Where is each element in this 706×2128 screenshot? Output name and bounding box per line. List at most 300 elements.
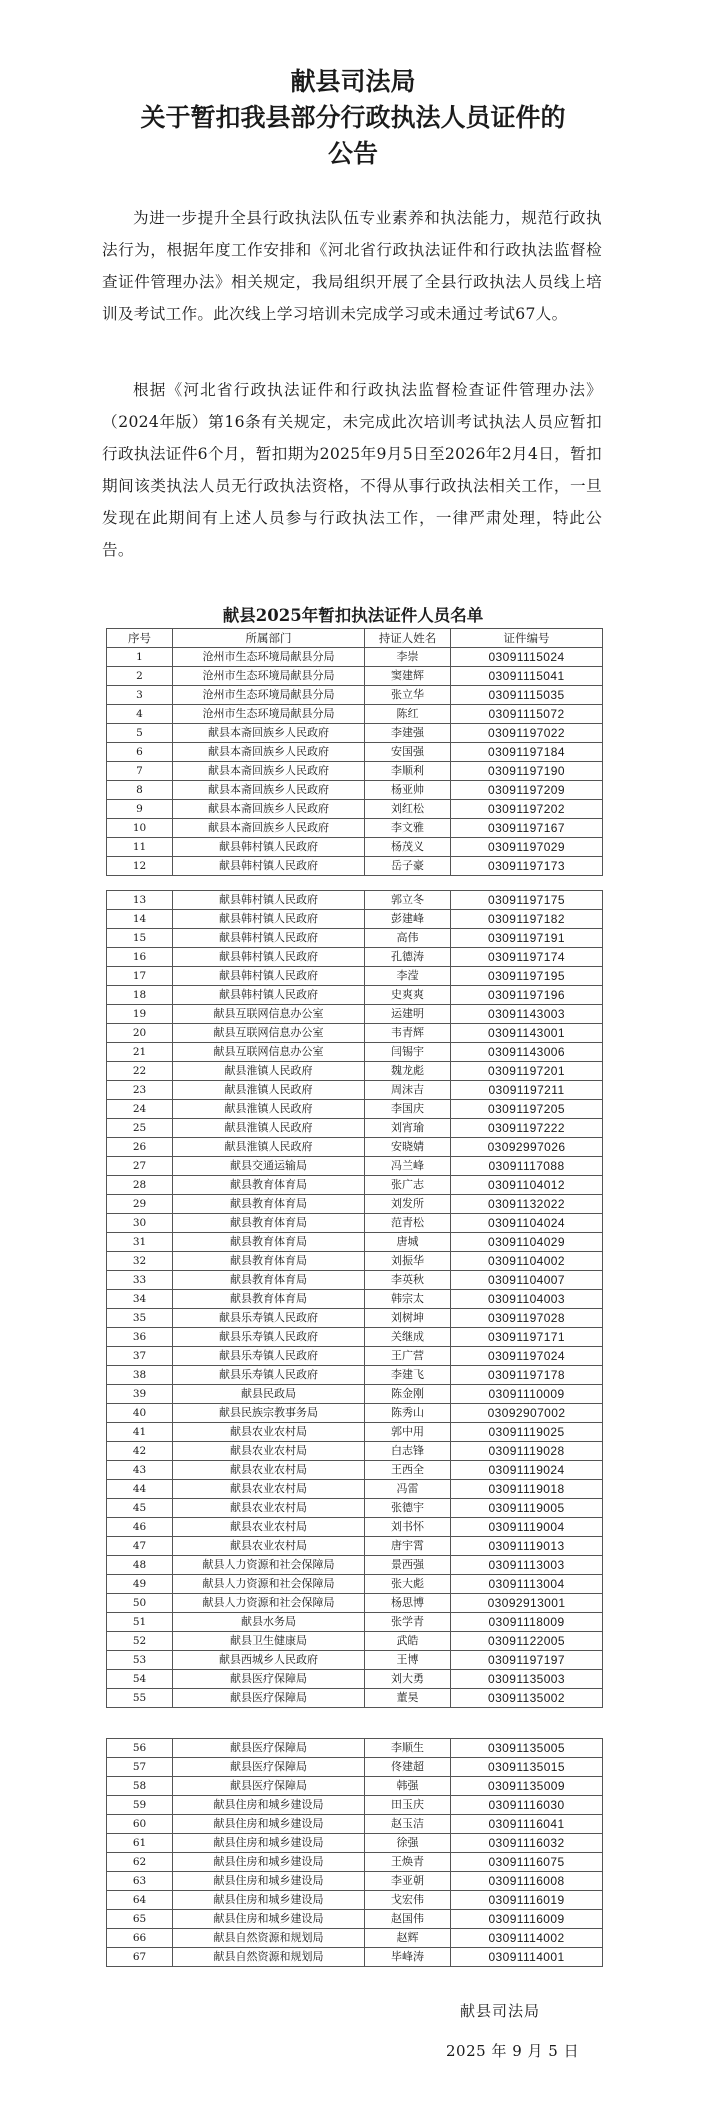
personnel-table-part-1: [106, 628, 603, 876]
cell-certificate-number: 03091115035: [451, 686, 603, 705]
cell-certificate-number: 03092997026: [451, 1138, 603, 1157]
cell-index: 29: [107, 1195, 173, 1214]
cell-certificate-number: 03091197211: [451, 1081, 603, 1100]
cell-department: 献县农业农村局: [173, 1518, 365, 1537]
cell-index: 25: [107, 1119, 173, 1138]
cell-holder-name: 史爽爽: [365, 986, 451, 1005]
cell-index: 28: [107, 1176, 173, 1195]
cell-holder-name: 安晓婧: [365, 1138, 451, 1157]
cell-department: 献县农业农村局: [173, 1461, 365, 1480]
cell-certificate-number: 03091197182: [451, 910, 603, 929]
cell-holder-name: 韩强: [365, 1777, 451, 1796]
table-row: [107, 891, 603, 910]
table-row: [107, 1739, 603, 1758]
cell-department: 献县韩村镇人民政府: [173, 929, 365, 948]
cell-holder-name: 刘振华: [365, 1252, 451, 1271]
cell-department: 献县教育体育局: [173, 1176, 365, 1195]
cell-department: 献县自然资源和规划局: [173, 1948, 365, 1967]
cell-index: 53: [107, 1651, 173, 1670]
table-row: [107, 1613, 603, 1632]
cell-index: 64: [107, 1891, 173, 1910]
cell-index: 20: [107, 1024, 173, 1043]
cell-index: 12: [107, 857, 173, 876]
table-row: [107, 1385, 603, 1404]
table-row: [107, 1404, 603, 1423]
cell-department: 献县人力资源和社会保障局: [173, 1594, 365, 1613]
cell-department: 献县农业农村局: [173, 1537, 365, 1556]
cell-holder-name: 徐强: [365, 1834, 451, 1853]
cell-index: 45: [107, 1499, 173, 1518]
cell-index: 60: [107, 1815, 173, 1834]
table-row: [107, 1670, 603, 1689]
cell-holder-name: 赵国伟: [365, 1910, 451, 1929]
table-row: [107, 648, 603, 667]
cell-certificate-number: 03091197205: [451, 1100, 603, 1119]
cell-department: 献县淮镇人民政府: [173, 1100, 365, 1119]
cell-certificate-number: 03091132022: [451, 1195, 603, 1214]
cell-index: 44: [107, 1480, 173, 1499]
cell-certificate-number: 03091197173: [451, 857, 603, 876]
cell-certificate-number: 03091104007: [451, 1271, 603, 1290]
cell-holder-name: 李建强: [365, 724, 451, 743]
cell-index: 63: [107, 1872, 173, 1891]
cell-holder-name: 陈金刚: [365, 1385, 451, 1404]
cell-certificate-number: 03091197024: [451, 1347, 603, 1366]
cell-holder-name: 董昊: [365, 1689, 451, 1708]
table-row: [107, 838, 603, 857]
cell-department: 献县农业农村局: [173, 1480, 365, 1499]
cell-certificate-number: 03091116030: [451, 1796, 603, 1815]
cell-holder-name: 李滢: [365, 967, 451, 986]
cell-department: 献县农业农村局: [173, 1442, 365, 1461]
cell-holder-name: 冯雷: [365, 1480, 451, 1499]
cell-holder-name: 王西全: [365, 1461, 451, 1480]
cell-index: 27: [107, 1157, 173, 1176]
cell-holder-name: 李顺生: [365, 1739, 451, 1758]
cell-holder-name: 李顺利: [365, 762, 451, 781]
cell-certificate-number: 03091104002: [451, 1252, 603, 1271]
cell-index: 31: [107, 1233, 173, 1252]
cell-certificate-number: 03091115024: [451, 648, 603, 667]
table-row: [107, 1157, 603, 1176]
table-row: [107, 1100, 603, 1119]
cell-holder-name: 刘树坤: [365, 1309, 451, 1328]
cell-certificate-number: 03091197174: [451, 948, 603, 967]
table-row: [107, 1948, 603, 1967]
cell-holder-name: 关继成: [365, 1328, 451, 1347]
cell-department: 献县医疗保障局: [173, 1739, 365, 1758]
cell-index: 35: [107, 1309, 173, 1328]
table-row: [107, 1442, 603, 1461]
cell-index: 55: [107, 1689, 173, 1708]
cell-index: 8: [107, 781, 173, 800]
cell-department: 献县韩村镇人民政府: [173, 910, 365, 929]
cell-department: 献县教育体育局: [173, 1233, 365, 1252]
cell-department: 献县人力资源和社会保障局: [173, 1575, 365, 1594]
table-row: [107, 1328, 603, 1347]
cell-index: 9: [107, 800, 173, 819]
table-row: [107, 800, 603, 819]
table-row: [107, 1518, 603, 1537]
cell-department: 献县互联网信息办公室: [173, 1024, 365, 1043]
cell-certificate-number: 03091143003: [451, 1005, 603, 1024]
cell-holder-name: 王广营: [365, 1347, 451, 1366]
cell-certificate-number: 03091113003: [451, 1556, 603, 1575]
cell-index: 39: [107, 1385, 173, 1404]
cell-department: 献县韩村镇人民政府: [173, 986, 365, 1005]
cell-holder-name: 闫锡宇: [365, 1043, 451, 1062]
cell-department: 献县韩村镇人民政府: [173, 838, 365, 857]
cell-holder-name: 郭立冬: [365, 891, 451, 910]
cell-holder-name: 李文雅: [365, 819, 451, 838]
table-row: [107, 1499, 603, 1518]
cell-department: 献县韩村镇人民政府: [173, 948, 365, 967]
cell-index: 26: [107, 1138, 173, 1157]
cell-department: 献县医疗保障局: [173, 1670, 365, 1689]
cell-certificate-number: 03091119005: [451, 1499, 603, 1518]
table-row: [107, 1195, 603, 1214]
cell-certificate-number: 03091119018: [451, 1480, 603, 1499]
cell-holder-name: 王焕青: [365, 1853, 451, 1872]
cell-holder-name: 运建明: [365, 1005, 451, 1024]
cell-index: 47: [107, 1537, 173, 1556]
table-row: [107, 1138, 603, 1157]
cell-index: 2: [107, 667, 173, 686]
cell-department: 献县本斋回族乡人民政府: [173, 800, 365, 819]
cell-index: 16: [107, 948, 173, 967]
cell-index: 42: [107, 1442, 173, 1461]
cell-certificate-number: 03091114001: [451, 1948, 603, 1967]
title-line-1: 献县司法局: [290, 67, 416, 96]
cell-certificate-number: 03091197029: [451, 838, 603, 857]
cell-certificate-number: 03091135002: [451, 1689, 603, 1708]
cell-department: 献县本斋回族乡人民政府: [173, 743, 365, 762]
table-row: [107, 762, 603, 781]
cell-department: 献县民族宗教事务局: [173, 1404, 365, 1423]
cell-holder-name: 李崇: [365, 648, 451, 667]
table-row: [107, 1910, 603, 1929]
cell-index: 52: [107, 1632, 173, 1651]
cell-index: 7: [107, 762, 173, 781]
cell-index: 32: [107, 1252, 173, 1271]
cell-department: 献县教育体育局: [173, 1214, 365, 1233]
table-row: [107, 1347, 603, 1366]
table-row: [107, 986, 603, 1005]
table-row: [107, 1651, 603, 1670]
title-line-2: 关于暂扣我县部分行政执法人员证件的: [140, 103, 566, 132]
table-row: [107, 1176, 603, 1195]
table-row: [107, 1233, 603, 1252]
cell-holder-name: 高伟: [365, 929, 451, 948]
cell-index: 48: [107, 1556, 173, 1575]
cell-certificate-number: 03091197190: [451, 762, 603, 781]
cell-department: 沧州市生态环境局献县分局: [173, 667, 365, 686]
cell-department: 献县互联网信息办公室: [173, 1043, 365, 1062]
cell-holder-name: 郭中用: [365, 1423, 451, 1442]
table-row: [107, 1777, 603, 1796]
cell-certificate-number: 03091197222: [451, 1119, 603, 1138]
cell-certificate-number: 03091135015: [451, 1758, 603, 1777]
cell-index: 21: [107, 1043, 173, 1062]
cell-certificate-number: 03091143006: [451, 1043, 603, 1062]
cell-department: 献县本斋回族乡人民政府: [173, 724, 365, 743]
cell-holder-name: 杨亚帅: [365, 781, 451, 800]
table-row: [107, 1537, 603, 1556]
header-department: 所属部门: [173, 629, 365, 648]
cell-index: 49: [107, 1575, 173, 1594]
cell-certificate-number: 03091119028: [451, 1442, 603, 1461]
cell-index: 30: [107, 1214, 173, 1233]
cell-department: 献县教育体育局: [173, 1195, 365, 1214]
cell-department: 献县医疗保障局: [173, 1777, 365, 1796]
cell-index: 10: [107, 819, 173, 838]
cell-department: 献县互联网信息办公室: [173, 1005, 365, 1024]
cell-index: 41: [107, 1423, 173, 1442]
table-row: [107, 1214, 603, 1233]
table-row: [107, 1594, 603, 1613]
table-row: [107, 1556, 603, 1575]
cell-holder-name: 李英秋: [365, 1271, 451, 1290]
cell-holder-name: 范青松: [365, 1214, 451, 1233]
cell-holder-name: 赵辉: [365, 1929, 451, 1948]
cell-certificate-number: 03091135003: [451, 1670, 603, 1689]
cell-department: 献县淮镇人民政府: [173, 1081, 365, 1100]
cell-certificate-number: 03091197171: [451, 1328, 603, 1347]
cell-department: 沧州市生态环境局献县分局: [173, 686, 365, 705]
cell-department: 献县教育体育局: [173, 1252, 365, 1271]
cell-department: 献县教育体育局: [173, 1271, 365, 1290]
table-row: [107, 1119, 603, 1138]
table-row: [107, 1290, 603, 1309]
table-row: [107, 1929, 603, 1948]
cell-certificate-number: 03091197201: [451, 1062, 603, 1081]
cell-index: 36: [107, 1328, 173, 1347]
table-row: [107, 1062, 603, 1081]
cell-certificate-number: 03091135005: [451, 1739, 603, 1758]
cell-department: 献县水务局: [173, 1613, 365, 1632]
cell-index: 38: [107, 1366, 173, 1385]
cell-holder-name: 李建飞: [365, 1366, 451, 1385]
cell-department: 献县淮镇人民政府: [173, 1119, 365, 1138]
cell-department: 献县教育体育局: [173, 1290, 365, 1309]
cell-index: 13: [107, 891, 173, 910]
cell-index: 15: [107, 929, 173, 948]
cell-index: 58: [107, 1777, 173, 1796]
table-row: [107, 948, 603, 967]
table-row: [107, 1758, 603, 1777]
cell-certificate-number: 03091197209: [451, 781, 603, 800]
cell-department: 献县农业农村局: [173, 1423, 365, 1442]
cell-certificate-number: 03091197184: [451, 743, 603, 762]
cell-department: 献县西城乡人民政府: [173, 1651, 365, 1670]
signature-date: 2025 年 9 月 5 日: [446, 2042, 580, 2060]
cell-index: 46: [107, 1518, 173, 1537]
cell-certificate-number: 03091110009: [451, 1385, 603, 1404]
cell-holder-name: 李国庆: [365, 1100, 451, 1119]
table-row: [107, 1005, 603, 1024]
title-line-3: 公告: [327, 139, 378, 168]
table-row: [107, 743, 603, 762]
cell-department: 献县交通运输局: [173, 1157, 365, 1176]
header-holder-name: 持证人姓名: [365, 629, 451, 648]
cell-certificate-number: 03091115041: [451, 667, 603, 686]
cell-holder-name: 白志锋: [365, 1442, 451, 1461]
cell-certificate-number: 03091197022: [451, 724, 603, 743]
cell-certificate-number: 03091197028: [451, 1309, 603, 1328]
cell-index: 5: [107, 724, 173, 743]
header-certificate-number: 证件编号: [451, 629, 603, 648]
cell-holder-name: 冯兰峰: [365, 1157, 451, 1176]
table-body-group-3: [107, 1739, 603, 1967]
cell-holder-name: 唐城: [365, 1233, 451, 1252]
table-row: [107, 1891, 603, 1910]
cell-holder-name: 韦青辉: [365, 1024, 451, 1043]
table-row: [107, 910, 603, 929]
cell-holder-name: 刘红松: [365, 800, 451, 819]
cell-department: 献县本斋回族乡人民政府: [173, 781, 365, 800]
cell-index: 65: [107, 1910, 173, 1929]
header-index: 序号: [107, 629, 173, 648]
cell-index: 17: [107, 967, 173, 986]
cell-holder-name: 窦建辉: [365, 667, 451, 686]
cell-department: 献县住房和城乡建设局: [173, 1853, 365, 1872]
cell-holder-name: 张立华: [365, 686, 451, 705]
signature-org: 献县司法局: [460, 2002, 541, 2020]
cell-certificate-number: 03091116032: [451, 1834, 603, 1853]
body-paragraph-1: 为进一步提升全县行政执法队伍专业素养和执法能力，规范行政执法行为，根据年度工作安排和《河北省行政执法证件和行政执法监督检查证件管理办法》相关规定，我局组织开展了全县行政执法人员线上培训及考试工作。此次线上学习培训未完成学习或未通过考试67人。: [102, 209, 602, 323]
cell-department: 献县民政局: [173, 1385, 365, 1404]
cell-certificate-number: 03091197178: [451, 1366, 603, 1385]
cell-department: 献县本斋回族乡人民政府: [173, 819, 365, 838]
cell-certificate-number: 03091143001: [451, 1024, 603, 1043]
cell-department: 献县住房和城乡建设局: [173, 1834, 365, 1853]
cell-index: 23: [107, 1081, 173, 1100]
cell-index: 57: [107, 1758, 173, 1777]
cell-certificate-number: 03091104012: [451, 1176, 603, 1195]
cell-index: 61: [107, 1834, 173, 1853]
table-row: [107, 1815, 603, 1834]
cell-department: 献县乐寿镇人民政府: [173, 1347, 365, 1366]
cell-certificate-number: 03091115072: [451, 705, 603, 724]
cell-department: 献县乐寿镇人民政府: [173, 1328, 365, 1347]
cell-holder-name: 武皓: [365, 1632, 451, 1651]
cell-index: 1: [107, 648, 173, 667]
cell-holder-name: 赵玉洁: [365, 1815, 451, 1834]
cell-department: 献县本斋回族乡人民政府: [173, 762, 365, 781]
cell-department: 献县医疗保障局: [173, 1689, 365, 1708]
cell-holder-name: 张学青: [365, 1613, 451, 1632]
cell-index: 66: [107, 1929, 173, 1948]
cell-certificate-number: 03091118009: [451, 1613, 603, 1632]
cell-holder-name: 杨思博: [365, 1594, 451, 1613]
body-paragraph-2: 根据《河北省行政执法证件和行政执法监督检查证件管理办法》（2024年版）第16条有关规定，未完成此次培训考试执法人员应暂扣行政执法证件6个月，暂扣期为2025年9月5日至2026年2月4日，暂扣期间该类执法人员无行政执法资格，不得从事行政执法相关工作，一旦发现在此期间有上述人员参与行政执法工作，一律严肃处理，特此公告。: [102, 381, 602, 559]
cell-index: 54: [107, 1670, 173, 1689]
table-row: [107, 1689, 603, 1708]
cell-certificate-number: 03091104003: [451, 1290, 603, 1309]
cell-index: 19: [107, 1005, 173, 1024]
cell-index: 62: [107, 1853, 173, 1872]
cell-department: 献县乐寿镇人民政府: [173, 1309, 365, 1328]
table-row: [107, 1252, 603, 1271]
table-row: [107, 1366, 603, 1385]
cell-holder-name: 孔德涛: [365, 948, 451, 967]
cell-department: 献县韩村镇人民政府: [173, 891, 365, 910]
cell-holder-name: 韩宗太: [365, 1290, 451, 1309]
cell-certificate-number: 03092913001: [451, 1594, 603, 1613]
cell-index: 50: [107, 1594, 173, 1613]
cell-holder-name: 刘大勇: [365, 1670, 451, 1689]
cell-certificate-number: 03091104024: [451, 1214, 603, 1233]
cell-holder-name: 唐宇霄: [365, 1537, 451, 1556]
cell-department: 沧州市生态环境局献县分局: [173, 648, 365, 667]
cell-holder-name: 王博: [365, 1651, 451, 1670]
cell-holder-name: 李亚朝: [365, 1872, 451, 1891]
table-row: [107, 1796, 603, 1815]
cell-department: 沧州市生态环境局献县分局: [173, 705, 365, 724]
cell-certificate-number: 03091117088: [451, 1157, 603, 1176]
table-row: [107, 1480, 603, 1499]
table-row: [107, 705, 603, 724]
cell-holder-name: 刘书怀: [365, 1518, 451, 1537]
cell-holder-name: 张德宇: [365, 1499, 451, 1518]
cell-department: 献县住房和城乡建设局: [173, 1872, 365, 1891]
cell-department: 献县乐寿镇人民政府: [173, 1366, 365, 1385]
cell-holder-name: 陈秀山: [365, 1404, 451, 1423]
cell-holder-name: 刘发所: [365, 1195, 451, 1214]
table-row: [107, 929, 603, 948]
table-row: [107, 1423, 603, 1442]
cell-index: 43: [107, 1461, 173, 1480]
cell-department: 献县农业农村局: [173, 1499, 365, 1518]
cell-holder-name: 佟建超: [365, 1758, 451, 1777]
cell-holder-name: 安国强: [365, 743, 451, 762]
table-body-group-2: [107, 891, 603, 1708]
cell-department: 献县自然资源和规划局: [173, 1929, 365, 1948]
table-row: [107, 1043, 603, 1062]
cell-department: 献县淮镇人民政府: [173, 1062, 365, 1081]
cell-department: 献县住房和城乡建设局: [173, 1796, 365, 1815]
cell-holder-name: 毕峰涛: [365, 1948, 451, 1967]
cell-certificate-number: 03091197197: [451, 1651, 603, 1670]
cell-certificate-number: 03091114002: [451, 1929, 603, 1948]
cell-certificate-number: 03091116008: [451, 1872, 603, 1891]
cell-certificate-number: 03091197195: [451, 967, 603, 986]
cell-certificate-number: 03091116075: [451, 1853, 603, 1872]
table-row: [107, 1461, 603, 1480]
cell-department: 献县韩村镇人民政府: [173, 857, 365, 876]
personnel-table-part-3: [106, 1738, 603, 1967]
cell-holder-name: 魏龙彪: [365, 1062, 451, 1081]
cell-index: 59: [107, 1796, 173, 1815]
cell-index: 37: [107, 1347, 173, 1366]
table-row: [107, 1309, 603, 1328]
cell-holder-name: 景西强: [365, 1556, 451, 1575]
cell-certificate-number: 03091119024: [451, 1461, 603, 1480]
cell-holder-name: 戈宏伟: [365, 1891, 451, 1910]
cell-index: 14: [107, 910, 173, 929]
cell-certificate-number: 03091119004: [451, 1518, 603, 1537]
table-row: [107, 1271, 603, 1290]
cell-certificate-number: 03091119013: [451, 1537, 603, 1556]
cell-department: 献县人力资源和社会保障局: [173, 1556, 365, 1575]
cell-department: 献县卫生健康局: [173, 1632, 365, 1651]
cell-index: 11: [107, 838, 173, 857]
cell-department: 献县医疗保障局: [173, 1758, 365, 1777]
cell-index: 24: [107, 1100, 173, 1119]
table-row: [107, 1081, 603, 1100]
cell-index: 6: [107, 743, 173, 762]
cell-holder-name: 彭建峰: [365, 910, 451, 929]
